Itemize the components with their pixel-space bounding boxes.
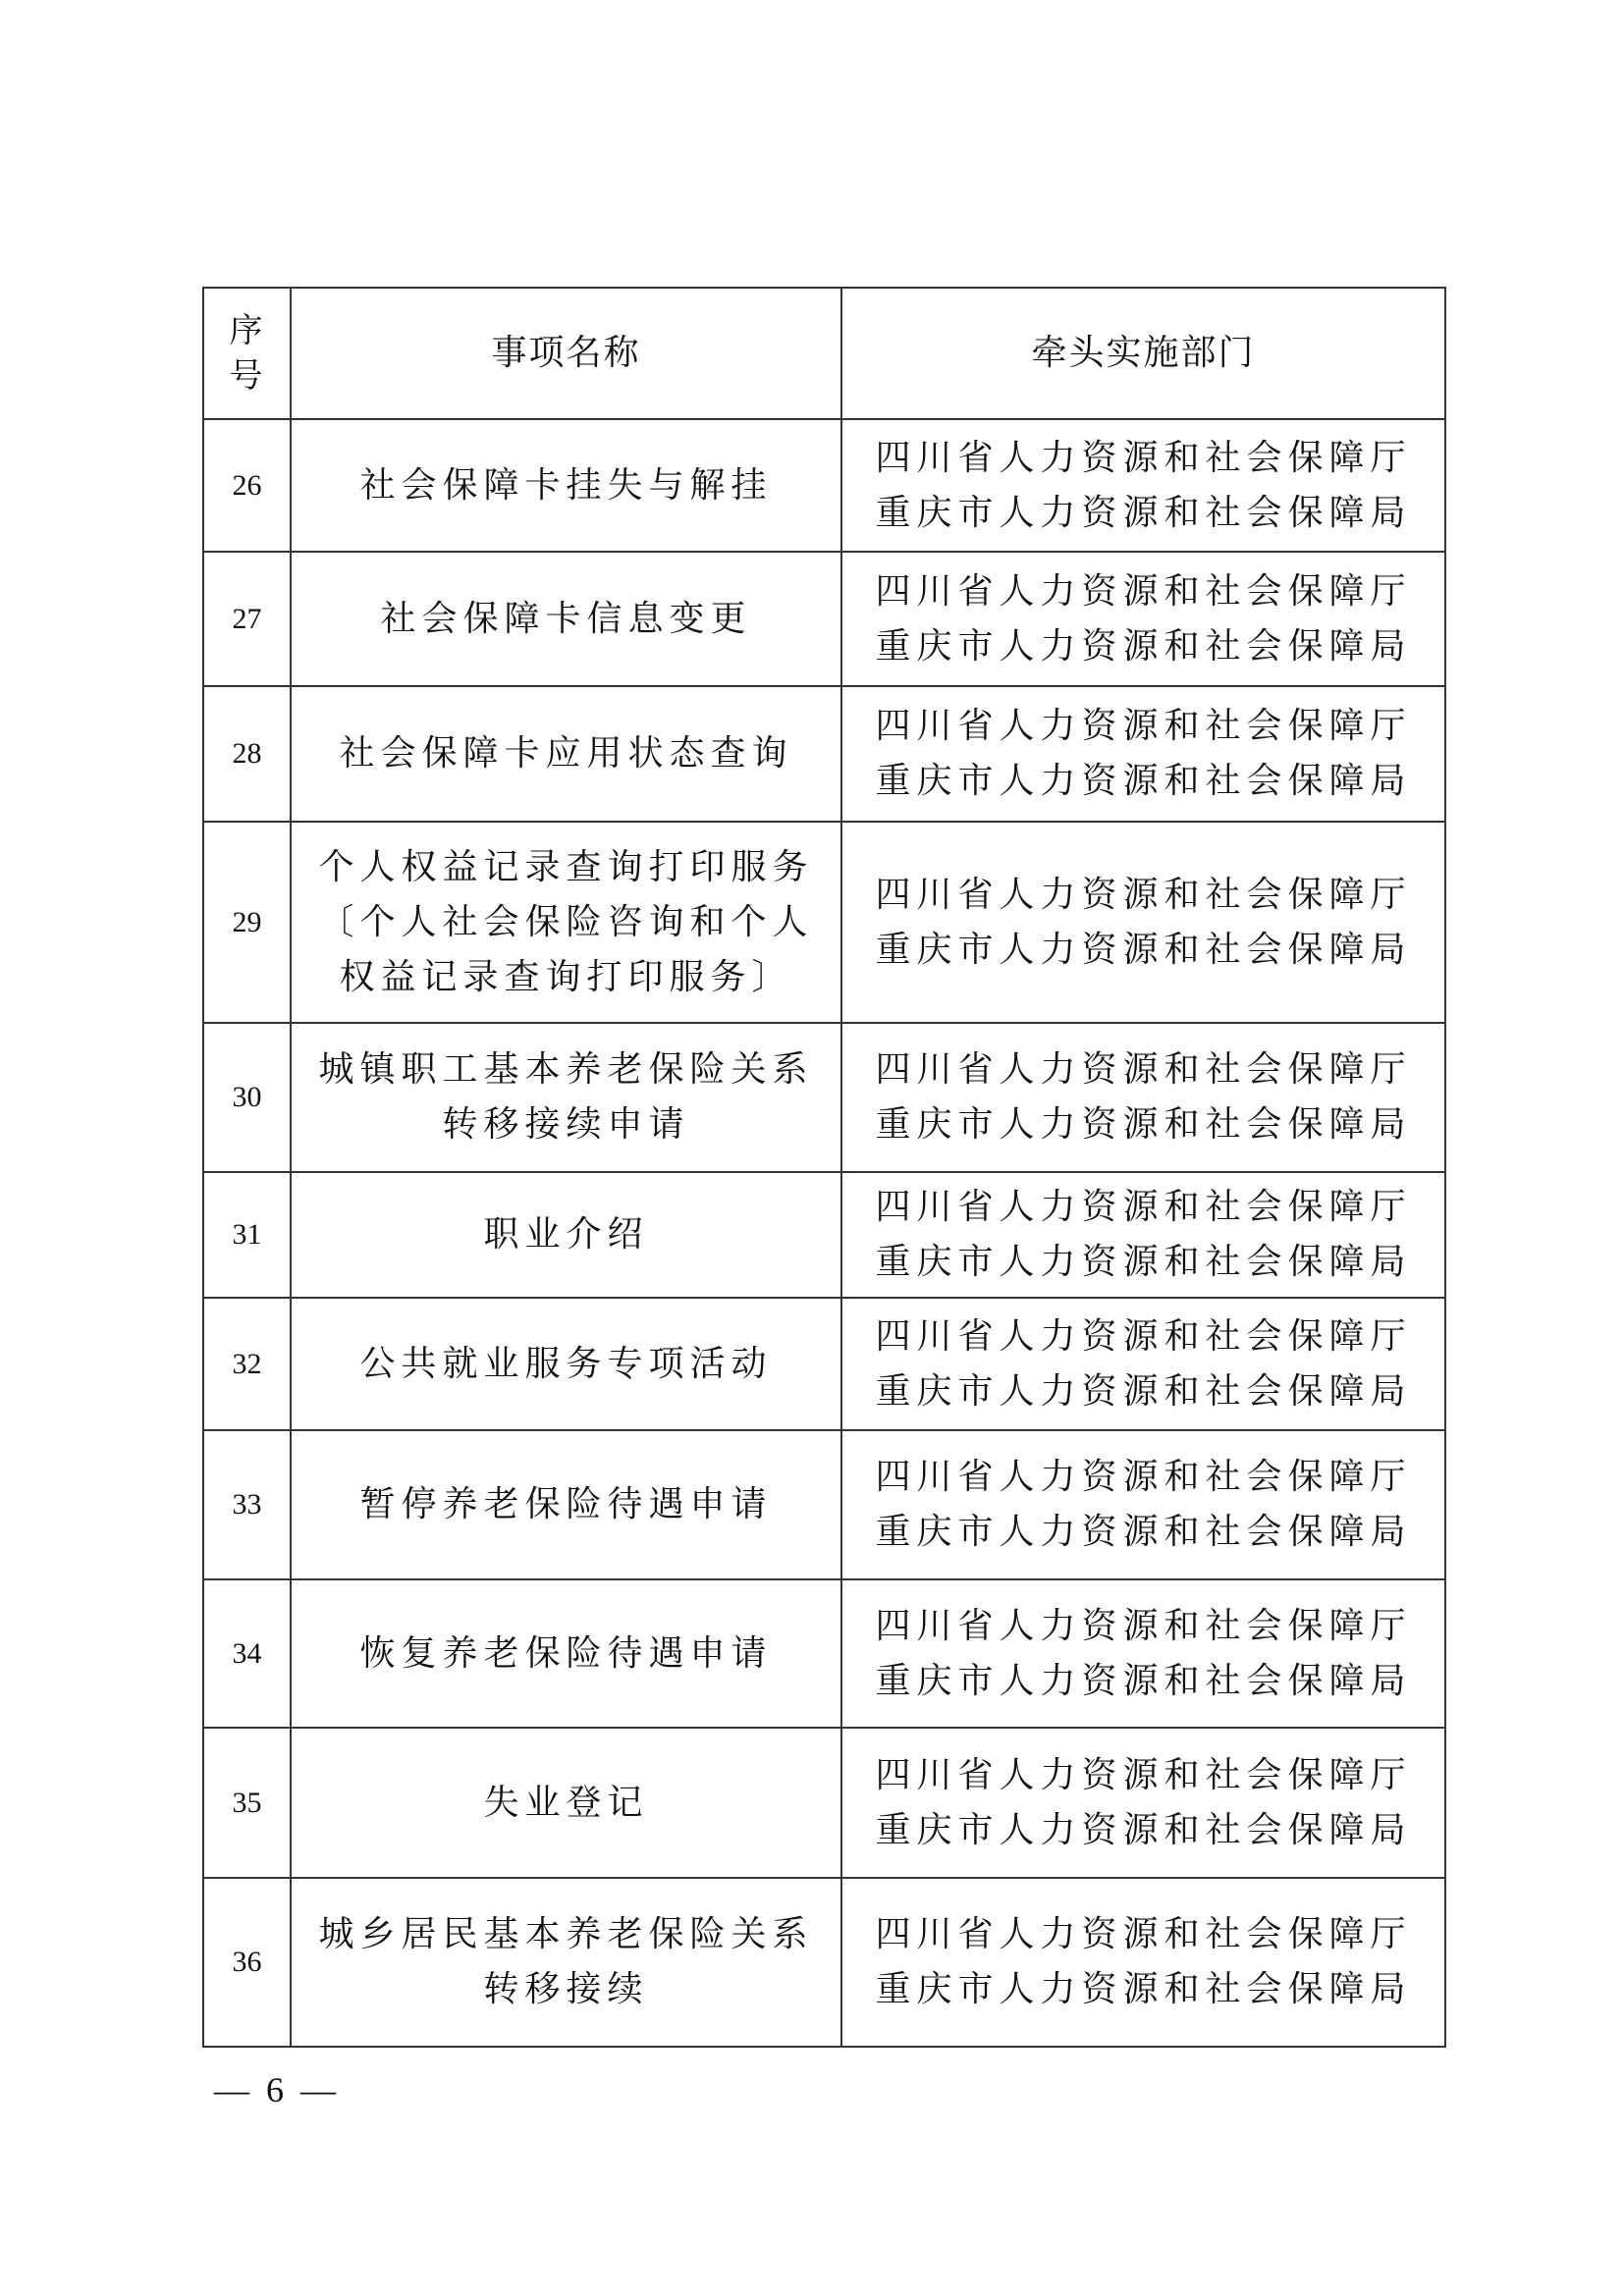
department-line: 重庆市人力资源和社会保障局 — [875, 1104, 1412, 1145]
row-lead-department — [841, 419, 1445, 552]
table-body — [203, 419, 1445, 2047]
department-line: 重庆市人力资源和社会保障局 — [875, 1242, 1412, 1282]
row-item-name — [291, 1579, 841, 1728]
row-lead-department — [841, 1298, 1445, 1430]
table-row — [203, 419, 1445, 552]
department-line: 四川省人力资源和社会保障厅 — [875, 1754, 1412, 1795]
row-lead-department — [841, 1172, 1445, 1298]
department-line: 四川省人力资源和社会保障厅 — [875, 1315, 1412, 1357]
row-serial-number: 33 — [203, 1430, 291, 1579]
item-name-line: 职业介绍 — [483, 1214, 649, 1255]
table-row — [203, 1172, 1445, 1298]
department-line: 四川省人力资源和社会保障厅 — [875, 1457, 1412, 1497]
department-line: 重庆市人力资源和社会保障局 — [875, 761, 1412, 801]
department-line: 四川省人力资源和社会保障厅 — [875, 1605, 1412, 1646]
department-line: 重庆市人力资源和社会保障局 — [875, 929, 1412, 970]
row-item-name — [291, 1728, 841, 1878]
row-item-name — [291, 1023, 841, 1172]
table-row — [203, 1430, 1445, 1579]
table-row — [203, 1728, 1445, 1878]
item-name-line: 社会保障卡应用状态查询 — [339, 733, 793, 774]
department-line: 四川省人力资源和社会保障厅 — [875, 1914, 1412, 1954]
header-serial-char: 号 — [229, 356, 265, 396]
row-serial-number: 30 — [203, 1023, 291, 1172]
item-name-line: 转移接续 — [483, 1969, 649, 2009]
row-item-name — [291, 822, 841, 1023]
items-table — [202, 287, 1446, 2048]
header-item-name: 事项名称 — [291, 288, 841, 419]
item-name-line: 公共就业服务专项活动 — [359, 1343, 773, 1384]
row-item-name — [291, 1298, 841, 1430]
row-item-name — [291, 1430, 841, 1579]
row-serial-number: 32 — [203, 1298, 291, 1430]
department-line: 重庆市人力资源和社会保障局 — [875, 1969, 1412, 2009]
department-line: 四川省人力资源和社会保障厅 — [875, 706, 1412, 746]
item-name-line: 失业登记 — [483, 1782, 649, 1823]
row-serial-number: 27 — [203, 552, 291, 686]
department-line: 重庆市人力资源和社会保障局 — [875, 492, 1412, 533]
item-name-line: 暂停养老保险待遇申请 — [359, 1484, 773, 1524]
row-serial-number: 28 — [203, 686, 291, 822]
item-name-line: 权益记录查询打印服务〕 — [339, 956, 793, 997]
item-name-line: 个人权益记录查询打印服务 — [318, 846, 814, 887]
department-line: 重庆市人力资源和社会保障局 — [875, 625, 1412, 667]
table-header-row — [203, 288, 1445, 419]
department-line: 四川省人力资源和社会保障厅 — [875, 1187, 1412, 1227]
row-item-name — [291, 1878, 841, 2047]
row-item-name — [291, 1172, 841, 1298]
header-lead-department: 牵头实施部门 — [841, 288, 1445, 419]
row-lead-department — [841, 686, 1445, 822]
department-line: 四川省人力资源和社会保障厅 — [875, 874, 1412, 915]
department-line: 重庆市人力资源和社会保障局 — [875, 1512, 1412, 1552]
department-line: 四川省人力资源和社会保障厅 — [875, 1049, 1412, 1090]
row-lead-department — [841, 1728, 1445, 1878]
header-serial-char: 序 — [229, 311, 265, 350]
item-name-line: 恢复养老保险待遇申请 — [359, 1632, 773, 1674]
department-line: 四川省人力资源和社会保障厅 — [875, 437, 1412, 478]
page-number: — 6 — — [214, 2070, 340, 2109]
item-name-line: 〔个人社会保险咨询和个人 — [318, 901, 814, 942]
table-row — [203, 686, 1445, 822]
item-name-line: 城镇职工基本养老保险关系 — [318, 1049, 814, 1090]
table-row — [203, 1878, 1445, 2047]
table-row — [203, 1023, 1445, 1172]
table-row — [203, 552, 1445, 686]
row-item-name — [291, 419, 841, 552]
table-row — [203, 1579, 1445, 1728]
header-serial-number — [203, 288, 291, 419]
row-serial-number: 36 — [203, 1878, 291, 2047]
row-lead-department — [841, 1430, 1445, 1579]
row-lead-department — [841, 1579, 1445, 1728]
item-name-line: 社会保障卡挂失与解挂 — [359, 464, 773, 506]
row-lead-department — [841, 1878, 1445, 2047]
department-line: 四川省人力资源和社会保障厅 — [875, 570, 1412, 612]
department-line: 重庆市人力资源和社会保障局 — [875, 1660, 1412, 1701]
row-serial-number: 29 — [203, 822, 291, 1023]
row-item-name — [291, 686, 841, 822]
department-line: 重庆市人力资源和社会保障局 — [875, 1809, 1412, 1850]
row-serial-number: 34 — [203, 1579, 291, 1728]
row-lead-department — [841, 1023, 1445, 1172]
item-name-line: 城乡居民基本养老保险关系 — [318, 1914, 814, 1954]
department-line: 重庆市人力资源和社会保障局 — [875, 1370, 1412, 1412]
table-row — [203, 822, 1445, 1023]
row-item-name — [291, 552, 841, 686]
row-serial-number: 26 — [203, 419, 291, 552]
item-name-line: 社会保障卡信息变更 — [380, 598, 752, 639]
row-lead-department — [841, 822, 1445, 1023]
table-row — [203, 1298, 1445, 1430]
row-lead-department — [841, 552, 1445, 686]
row-serial-number: 35 — [203, 1728, 291, 1878]
item-name-line: 转移接续申请 — [442, 1104, 690, 1145]
row-serial-number: 31 — [203, 1172, 291, 1298]
